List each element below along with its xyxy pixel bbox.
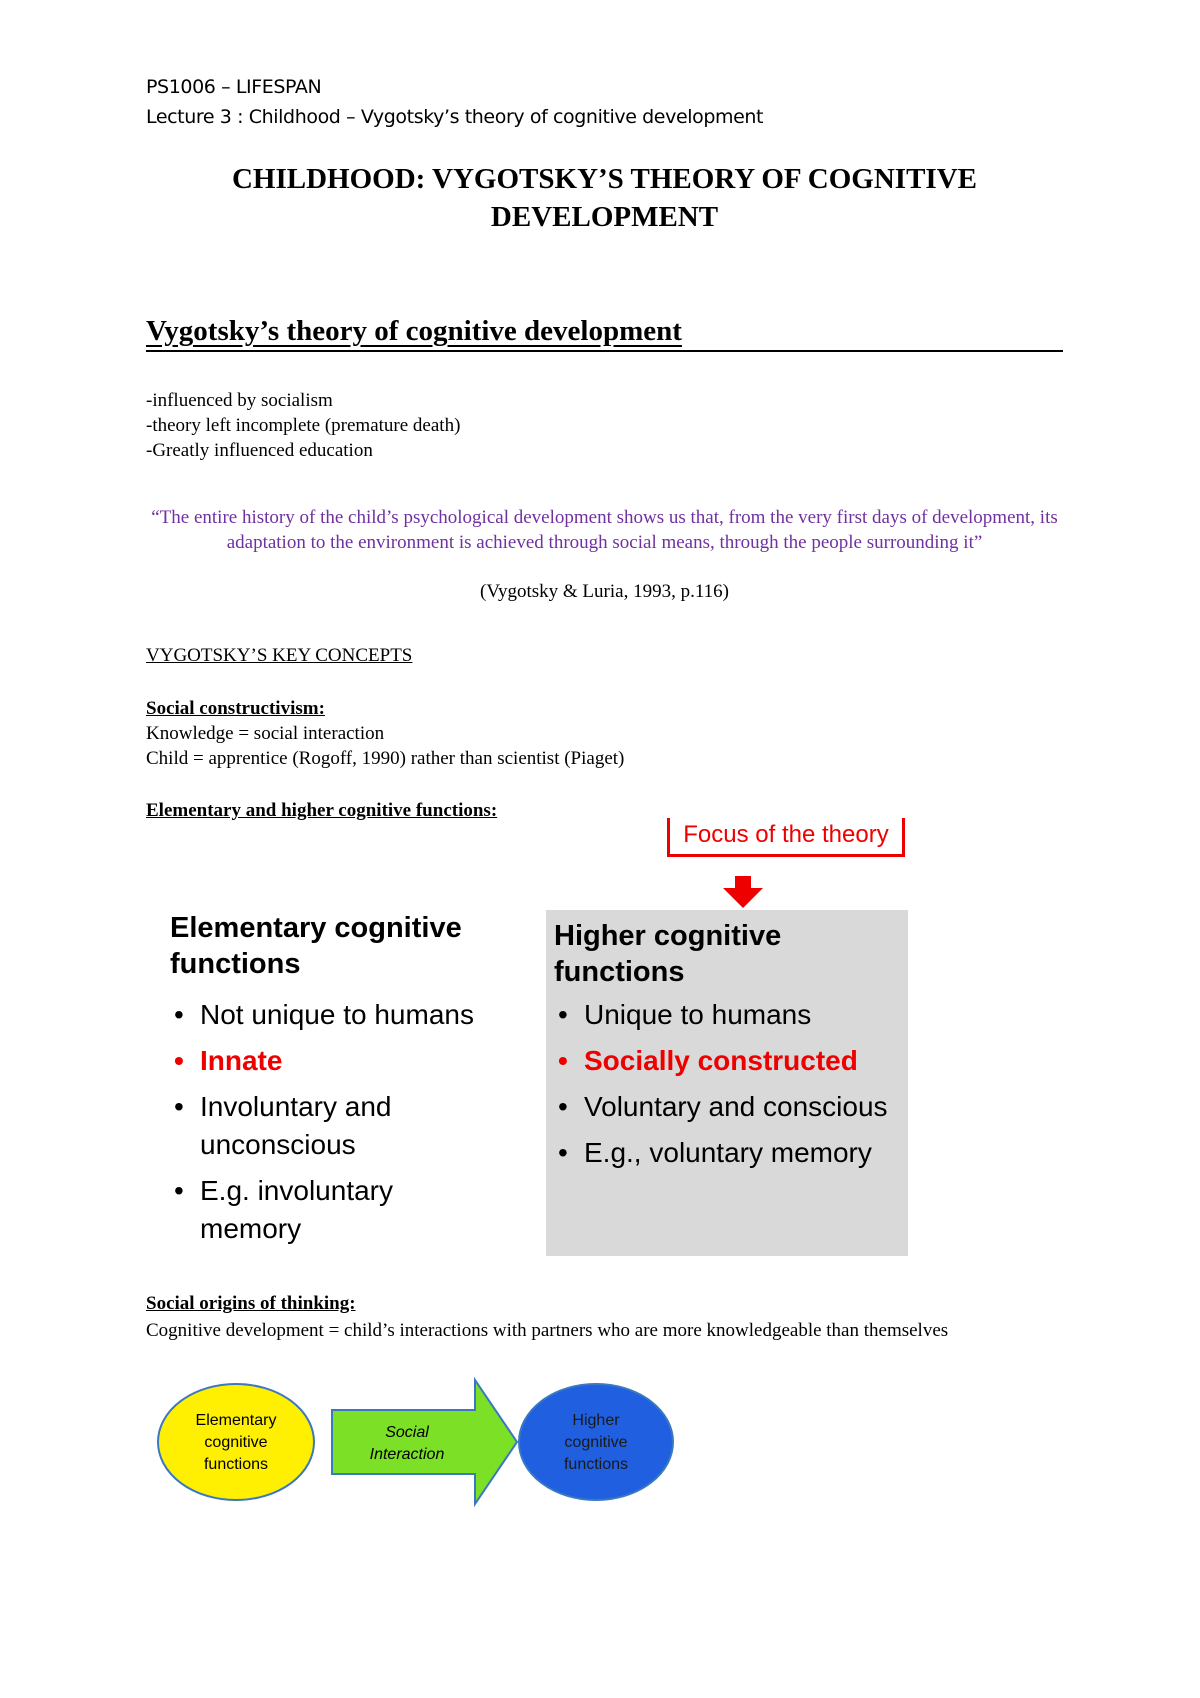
elementary-item: • E.g. involuntary memory: [170, 1172, 500, 1248]
interaction-arrow-label: Social: [385, 1424, 429, 1441]
functions-figure: [160, 818, 940, 1260]
elementary-functions-title: Elementary cognitive functions: [170, 912, 462, 980]
key-concepts-heading: VYGOTSKY’S KEY CONCEPTS: [146, 645, 413, 666]
social-constructivism-heading: Social constructivism:: [146, 698, 325, 719]
social-constructivism-line: Knowledge = social interaction: [146, 723, 385, 744]
functions-heading: Elementary and higher cognitive functions:: [146, 800, 498, 821]
higher-item: • Unique to humans: [554, 996, 908, 1034]
elementary-ellipse-label: cognitive: [204, 1434, 268, 1451]
higher-ellipse-label: functions: [563, 1456, 629, 1473]
elementary-item: • Innate: [170, 1042, 500, 1080]
page-title: [146, 160, 1063, 236]
higher-item: • E.g., voluntary memory: [554, 1134, 908, 1172]
page-title-line-2: DEVELOPMENT: [490, 201, 719, 233]
lecture-header: Lecture 3 : Childhood – Vygotsky’s theory of cognitive development: [146, 106, 764, 128]
intro-bullet: -theory left incomplete (premature death): [146, 415, 461, 436]
higher-functions-panel: [546, 910, 908, 1256]
social-origins-text: Cognitive development = child’s interactions with partners who are more knowledgeable than themselves: [146, 1320, 949, 1341]
interaction-diagram: [155, 1370, 685, 1520]
elementary-item: • Involuntary and unconscious: [170, 1088, 500, 1164]
section-heading: Vygotsky’s theory of cognitive development: [146, 312, 1063, 352]
elementary-ellipse-label: Elementary: [195, 1412, 277, 1429]
arrow-down-icon: [723, 876, 763, 908]
focus-of-theory-label: Focus of the theory: [667, 818, 905, 857]
course-header: PS1006 – LIFESPAN: [146, 76, 322, 98]
interaction-arrow-label: Interaction: [369, 1446, 445, 1463]
vygotsky-quote: “The entire history of the child’s psychological development shows us that, from the very first days of development, its adaptation to the environment is achieved through social means, through the people surrounding it”: [151, 507, 1058, 553]
higher-item: • Socially constructed: [554, 1042, 908, 1080]
higher-item: • Voluntary and conscious: [554, 1088, 908, 1126]
intro-bullet: -influenced by socialism: [146, 390, 333, 411]
social-constructivism-line: Child = apprentice (Rogoff, 1990) rather than scientist (Piaget): [146, 748, 625, 769]
social-interaction-arrow: [332, 1380, 517, 1504]
higher-ellipse-label: Higher: [572, 1412, 620, 1429]
elementary-item: • Not unique to humans: [170, 996, 500, 1034]
elementary-ellipse-label: functions: [203, 1456, 269, 1473]
higher-ellipse-label: cognitive: [564, 1434, 628, 1451]
elementary-functions-panel: [170, 910, 500, 1256]
social-origins-heading: Social origins of thinking:: [146, 1293, 356, 1314]
higher-functions-title: Higher cognitive functions: [554, 920, 782, 988]
page-title-line-1: CHILDHOOD: VYGOTSKY’S THEORY OF COGNITIVE: [231, 163, 978, 195]
intro-bullet: -Greatly influenced education: [146, 440, 373, 461]
quote-citation: (Vygotsky & Luria, 1993, p.116): [480, 581, 729, 602]
